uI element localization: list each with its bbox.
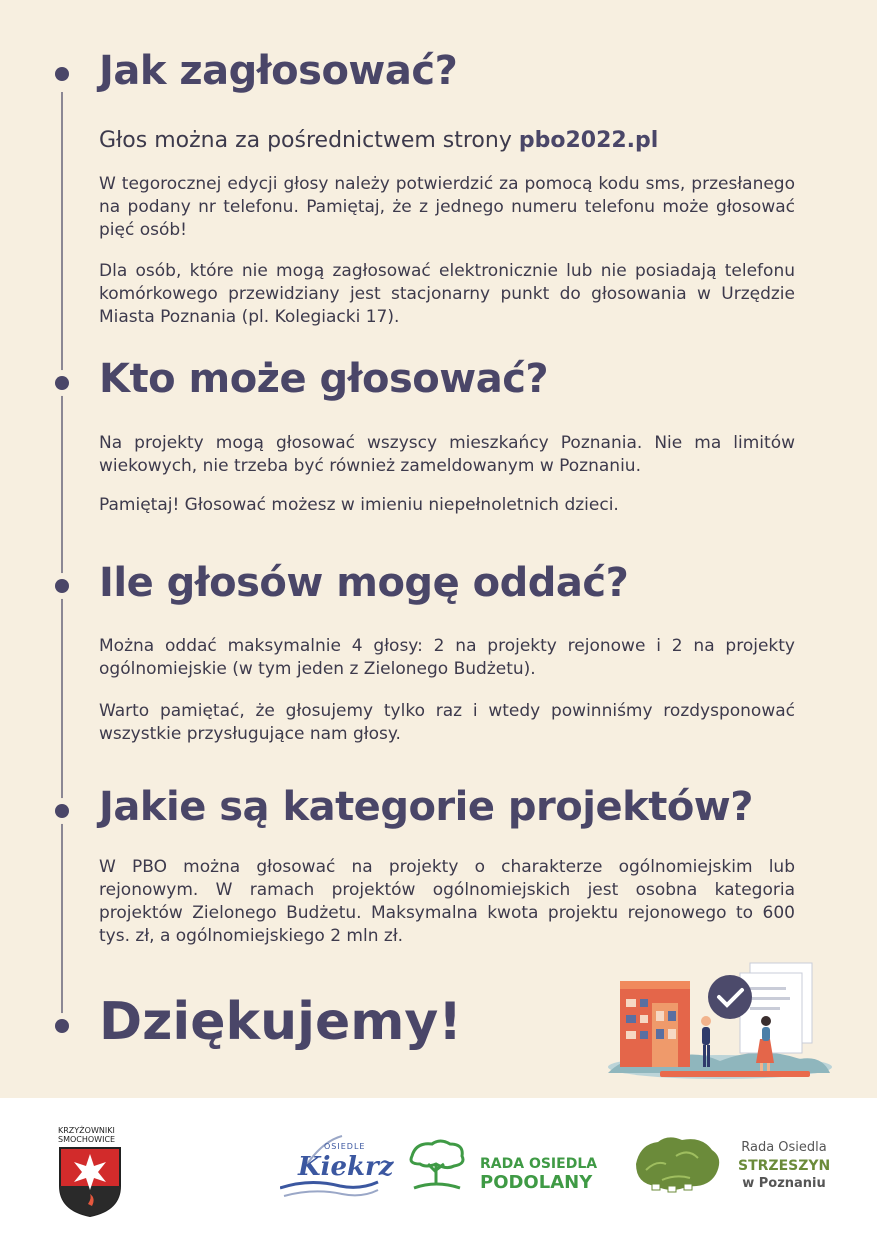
timeline-bullet xyxy=(55,67,69,81)
logo3-line2: PODOLANY xyxy=(480,1172,593,1193)
timeline-bullet xyxy=(55,804,69,818)
logo4-line2: STRZESZYN xyxy=(738,1158,831,1174)
logo-osiedle-kiekrz xyxy=(280,1132,394,1204)
timeline-bullet xyxy=(55,376,69,390)
logo4-line1: Rada Osiedla xyxy=(741,1140,827,1155)
timeline-line xyxy=(61,92,63,1022)
timeline-bullet xyxy=(55,579,69,593)
logo1-line1: KRZYŻOWNIKI xyxy=(58,1126,115,1135)
timeline-bullet xyxy=(55,1019,69,1033)
who-paragraph-1: Na projekty mogą głosować wszyscy mieszkańcy Poznania. Nie ma limitów wiekowych, nie trzeba być również zameldowanym w Poznaniu. xyxy=(99,433,795,476)
heading-how-many-votes: Ile głosów mogę oddać? xyxy=(99,560,629,606)
vote-paragraph-1: W tegorocznej edycji głosy należy potwierdzić za pomocą kodu sms, przesłanego na podany nr telefonu. Pamiętaj, że z jednego numeru telefonu może głosować pięć osób! xyxy=(99,174,795,240)
votes-paragraph-1: Można oddać maksymalnie 4 głosy: 2 na projekty rejonowe i 2 na projekty ogólnomiejskie (w tym jeden z Zielonego Budżetu). xyxy=(99,636,795,679)
vote-paragraph-2: Dla osób, które nie mogą zagłosować elektronicznie lub nie posiadają telefonu komórkowego przewidziany jest stacjonarny punkt do głosowania w Urzędzie Miasta Poznania (pl. Kolegiacki 17). xyxy=(99,261,795,327)
heading-how-to-vote: Jak zagłosować? xyxy=(99,48,458,94)
logo-krzyzowniki-smochowice xyxy=(58,1126,122,1218)
votes-paragraph-2: Warto pamiętać, że głosujemy tylko raz i wtedy powinniśmy rozdysponować wszystkie przysługujące nam głosy. xyxy=(99,701,795,744)
heading-who-can-vote: Kto może głosować? xyxy=(99,356,549,402)
heading-project-categories: Jakie są kategorie projektów? xyxy=(99,784,753,830)
logo-rada-osiedla-podolany xyxy=(406,1138,606,1198)
logo2-line1: OSIEDLE xyxy=(324,1142,366,1151)
check-icon xyxy=(708,975,752,1019)
coat-of-arms-icon xyxy=(58,1146,122,1218)
lead-prefix: Głos można za pośrednictwem strony xyxy=(99,128,519,153)
categories-paragraph: W PBO można głosować na projekty o charakterze ogólnomiejskim lub rejonowym. W ramach projektów ogólnomiejskich jest osobna kategoria projektów Zielonego Budżetu. Maksymalna kwota projektu rejonowego to 600 tys. zł, a ogólnomiejskiego 2 mln zł. xyxy=(99,857,795,946)
lead-text xyxy=(99,128,819,153)
logo4-line3: w Poznaniu xyxy=(742,1176,826,1191)
logo3-line1: RADA OSIEDLA xyxy=(480,1156,598,1172)
tree-icon xyxy=(406,1138,468,1194)
voting-illustration xyxy=(600,955,832,1085)
footer xyxy=(0,1098,877,1241)
website-link[interactable]: pbo2022.pl xyxy=(518,128,659,153)
heading-thank-you: Dziękujemy! xyxy=(99,992,463,1052)
strzeszyn-forest-icon xyxy=(632,1134,724,1196)
who-paragraph-2: Pamiętaj! Głosować możesz w imieniu niepełnoletnich dzieci. xyxy=(99,495,619,515)
logo1-line2: SMOCHOWICE xyxy=(58,1135,116,1144)
logo-rada-osiedla-strzeszyn xyxy=(632,1134,832,1204)
logo2-line2: Kiekrz xyxy=(298,1152,394,1182)
